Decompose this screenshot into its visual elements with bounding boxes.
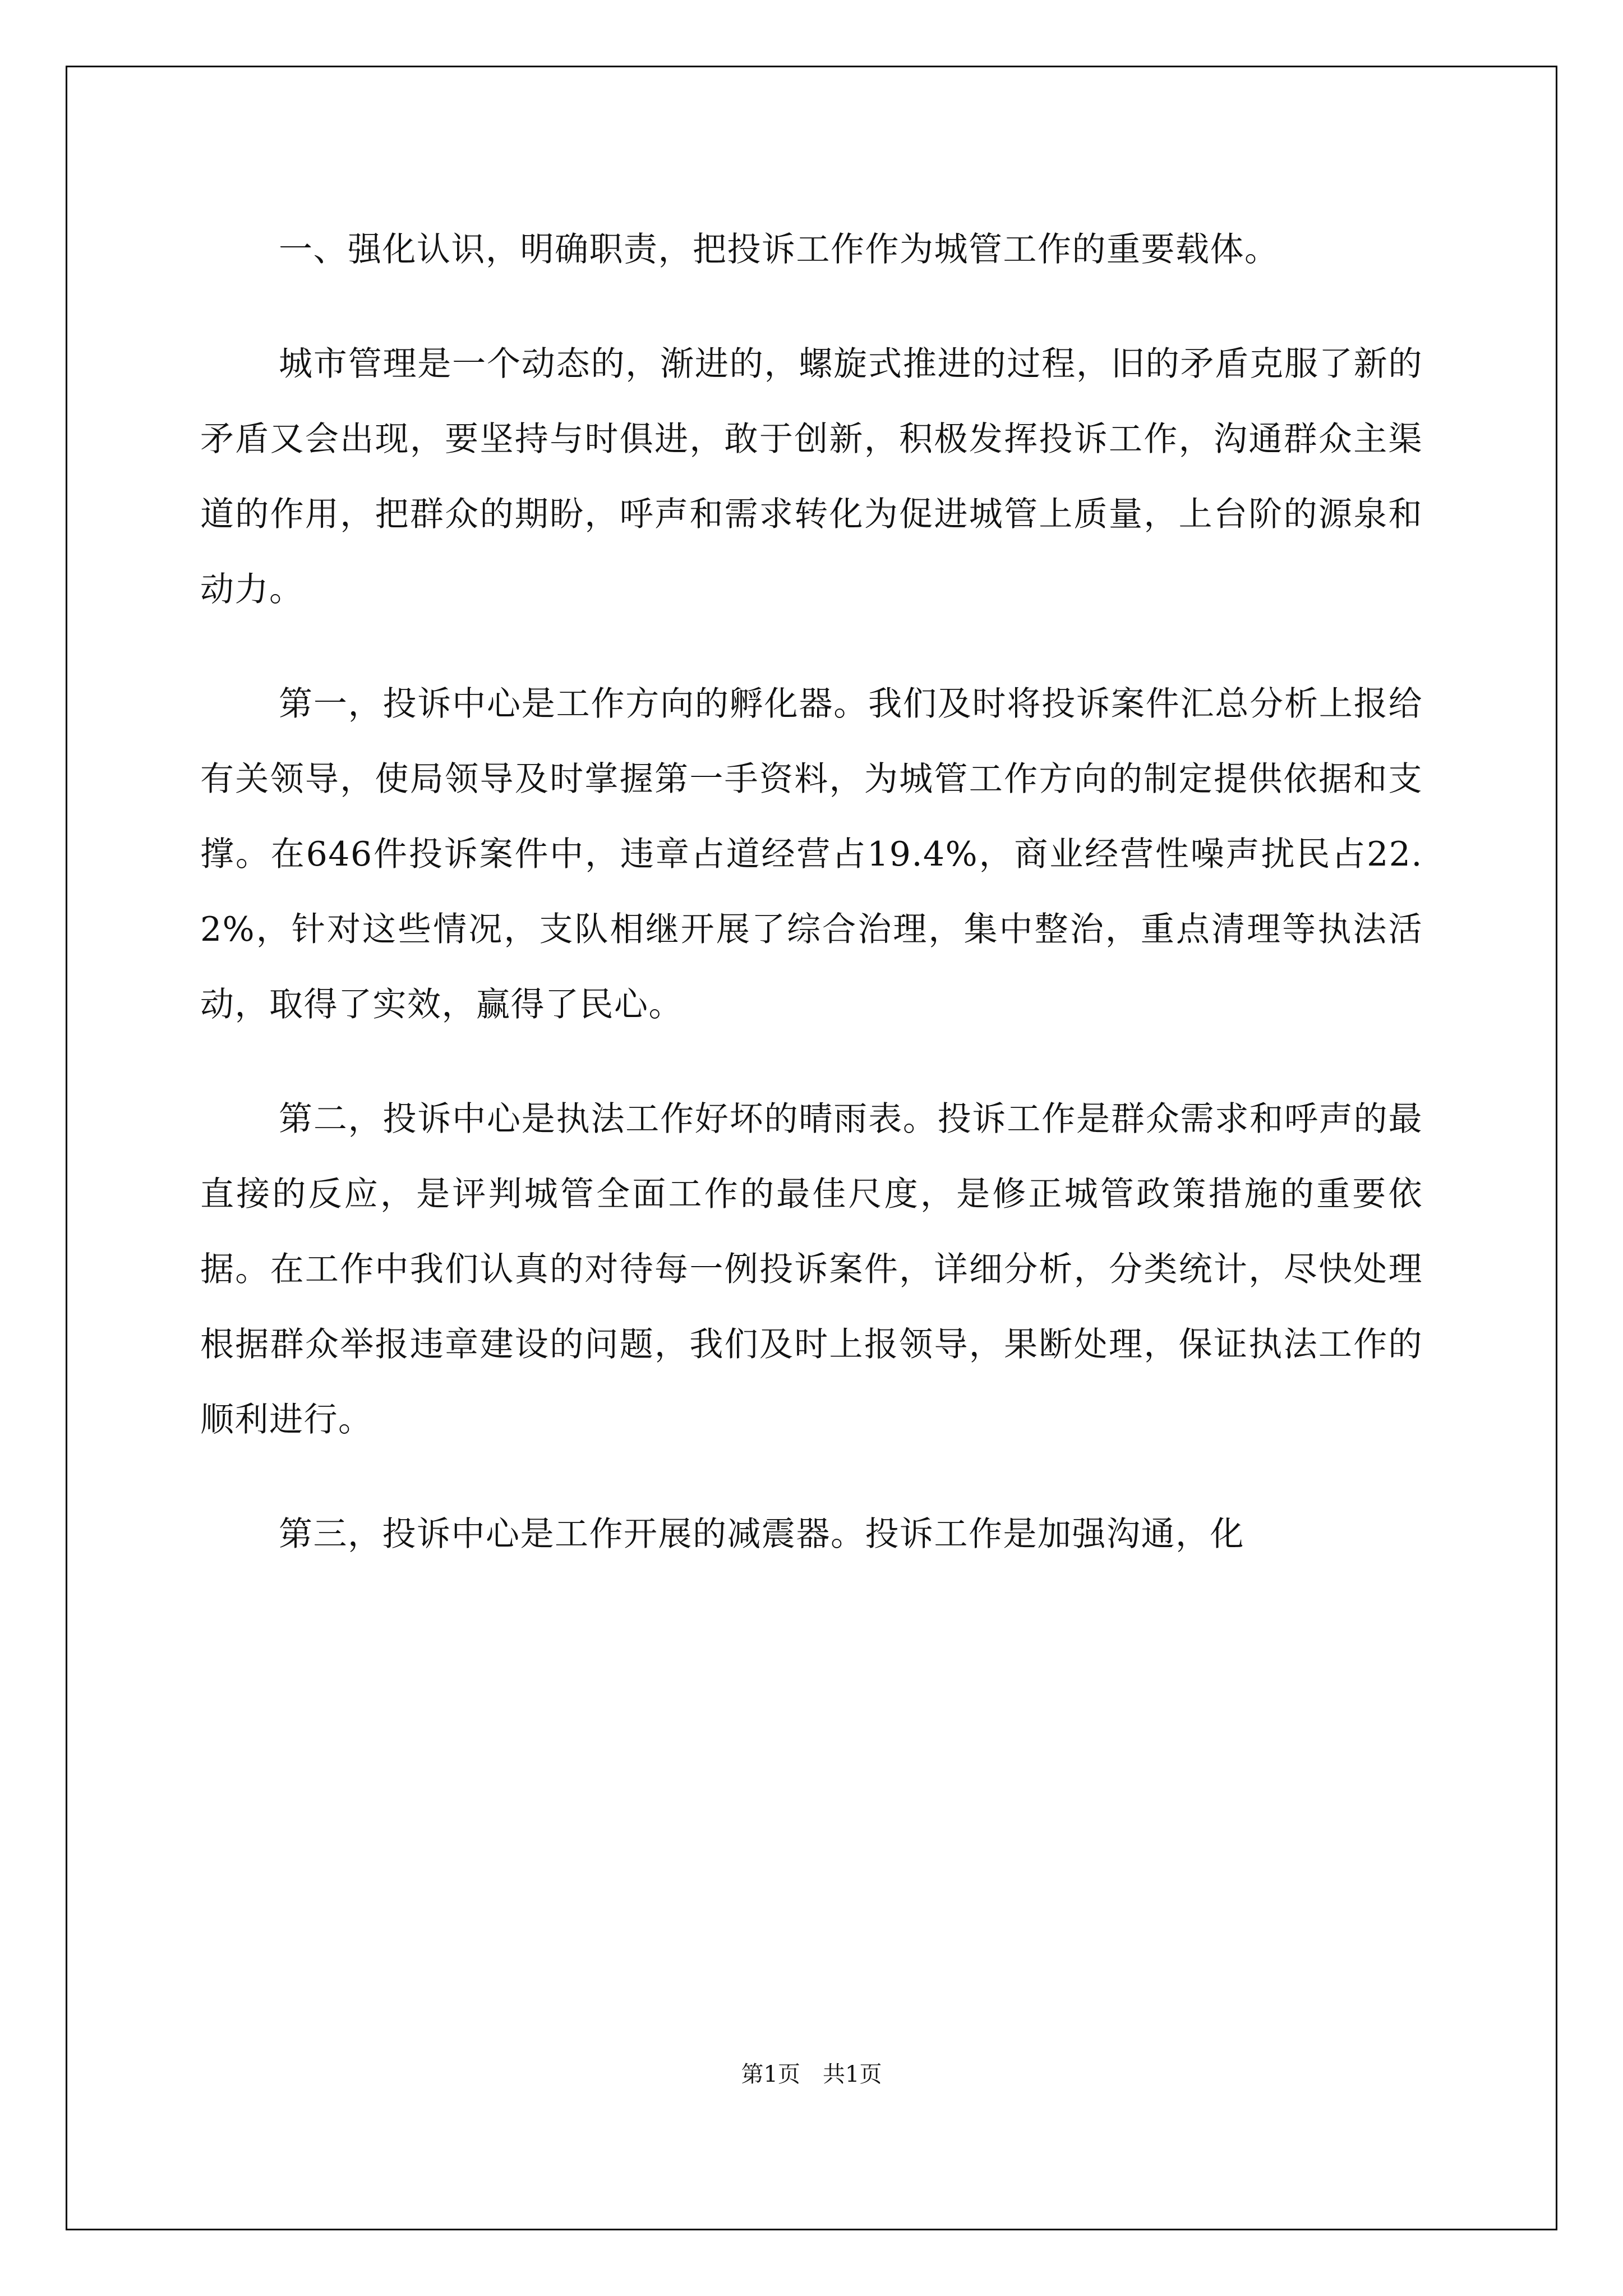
paragraph-first: 第一，投诉中心是工作方向的孵化器。我们及时将投诉案件汇总分析上报给有关领导，使局领导及时掌握第一手资料，为城管工作方向的制定提供依据和支撑。在646件投诉案件中，违章占道经营占19.4%，商业经营性噪声扰民占22.2%，针对这些情况，支队相继开展了综合治理，集中整治，重点清理等执法活动，取得了实效，赢得了民心。	[200, 684, 1423, 1024]
section-heading: 一、强化认识，明确职责，把投诉工作作为城管工作的重要载体。	[279, 230, 1279, 269]
paragraph-second: 第二，投诉中心是执法工作好坏的晴雨表。投诉工作是群众需求和呼声的最直接的反应，是评判城管全面工作的最佳尺度，是修正城管政策措施的重要依据。在工作中我们认真的对待每一例投诉案件，详细分析，分类统计，尽快处理根据群众举报违章建设的问题，我们及时上报领导，果断处理，保证执法工作的顺利进行。	[200, 1099, 1423, 1439]
paragraph-third: 第三，投诉中心是工作开展的减震器。投诉工作是加强沟通，化	[279, 1515, 1244, 1554]
page-footer	[0, 2058, 1623, 2091]
document-body	[200, 212, 1423, 1611]
paragraph-intro: 城市管理是一个动态的，渐进的，螺旋式推进的过程，旧的矛盾克服了新的矛盾又会出现，要坚持与时俱进，敢于创新，积极发挥投诉工作，沟通群众主渠道的作用，把群众的期盼，呼声和需求转化为促进城管上质量，上台阶的源泉和动力。	[200, 344, 1423, 609]
page-number: 第1页 共1页	[741, 2062, 882, 2087]
